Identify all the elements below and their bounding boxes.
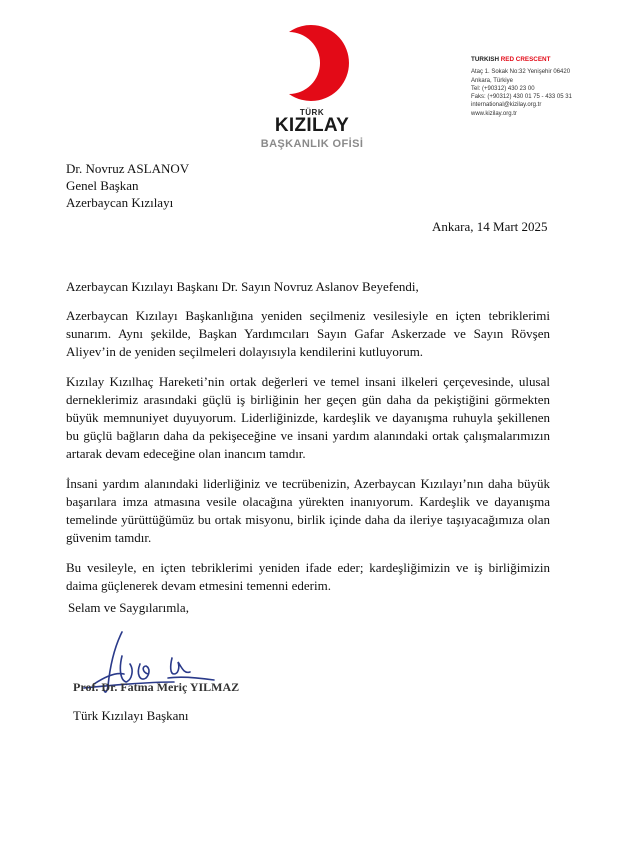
contact-city: Ankara, Türkiye (471, 77, 513, 84)
kizilay-logo (254, 20, 370, 150)
logo-kizilay-text: KIZILAY (274, 115, 350, 136)
signatory-title: Türk Kızılayı Başkanı (73, 708, 189, 723)
recipient-block (66, 160, 189, 211)
paragraph: Azerbaycan Kızılayı Başkanlığına yeniden seçilmeniz vesilesiyle en içten tebriklerimi sunarım. Aynı şekilde, Başkan Yardımcıları Sayın Gafar Askerzade ve Sayın Rövşen Aliyev’in de yeniden seçilmeleri dolayısıyla kendilerini kutluyorum. (66, 308, 550, 359)
contact-phone: Tel: (+90312) 430 23 00 (471, 85, 535, 92)
crescent-icon (267, 20, 357, 106)
signatory-name: Prof. Dr. Fatma Meriç YILMAZ (73, 680, 240, 694)
contact-block (471, 56, 572, 118)
contact-address: Ataç 1. Sokak No:32 Yenişehir 06420 (471, 69, 571, 76)
recipient-name: Dr. Novruz ASLANOV (66, 161, 190, 176)
recipient-position: Genel Başkan (66, 178, 139, 193)
paragraph: İnsani yardım alanındaki liderliğiniz ve tecrübenizin, Azerbaycan Kızılayı’nın daha büyük başarılara imza atmasına vesile olacağına yürekten inanıyorum. Kardeşlik ve dayanışma temelinde yürüttüğümüz bu ortak misyonu, birlik içinde daha da ileriye taşıyacağımıza olan güvenim tamdır. (66, 476, 550, 545)
letter-date: Ankara, 14 Mart 2025 (432, 219, 548, 234)
contact-website[interactable]: www.kizilay.org.tr (471, 110, 517, 117)
salutation: Azerbaycan Kızılayı Başkanı Dr. Sayın Novruz Aslanov Beyefendi, (66, 279, 419, 294)
contact-fax: Faks: (+90312) 430 01 75 - 433 05 31 (471, 94, 572, 101)
brand-prefix: TURKISH (471, 56, 499, 63)
logo-turk-text: TÜRK (299, 108, 325, 117)
brand-highlight: RED CRESCENT (500, 56, 551, 63)
letter-body (66, 278, 550, 607)
paragraph: Bu vesileyle, en içten tebriklerimi yeniden ifade eder; kardeşliğimizin ve iş birliğimizin daima güçlenerek devam etmesini temenni ederim. (66, 560, 550, 593)
paragraph: Kızılay Kızılhaç Hareketi’nin ortak değerleri ve temel insani ilkeleri çerçevesinde, ulusal derneklerimiz arasındaki güçlü iş birliğinin her geçen gün daha da pekiştiğini görmekten büyük memnuniyet duyuyorum. Liderliğinizde, kardeşlik ve dayanışma ruhuyla şekillenen bu güçlü bağların daha da pekişeceğine ve insani yardım alanındaki ortak çalışmalarımızın artarak devam edeceğine olan inancım tamdır. (66, 374, 550, 461)
closing-text: Selam ve Saygılarımla, (68, 600, 189, 615)
logo-office-text: BAŞKANLIK OFİSİ (260, 138, 364, 150)
recipient-organization: Azerbaycan Kızılayı (66, 195, 174, 210)
brand-line (471, 56, 572, 64)
contact-email[interactable]: international@kizilay.org.tr (471, 102, 542, 109)
